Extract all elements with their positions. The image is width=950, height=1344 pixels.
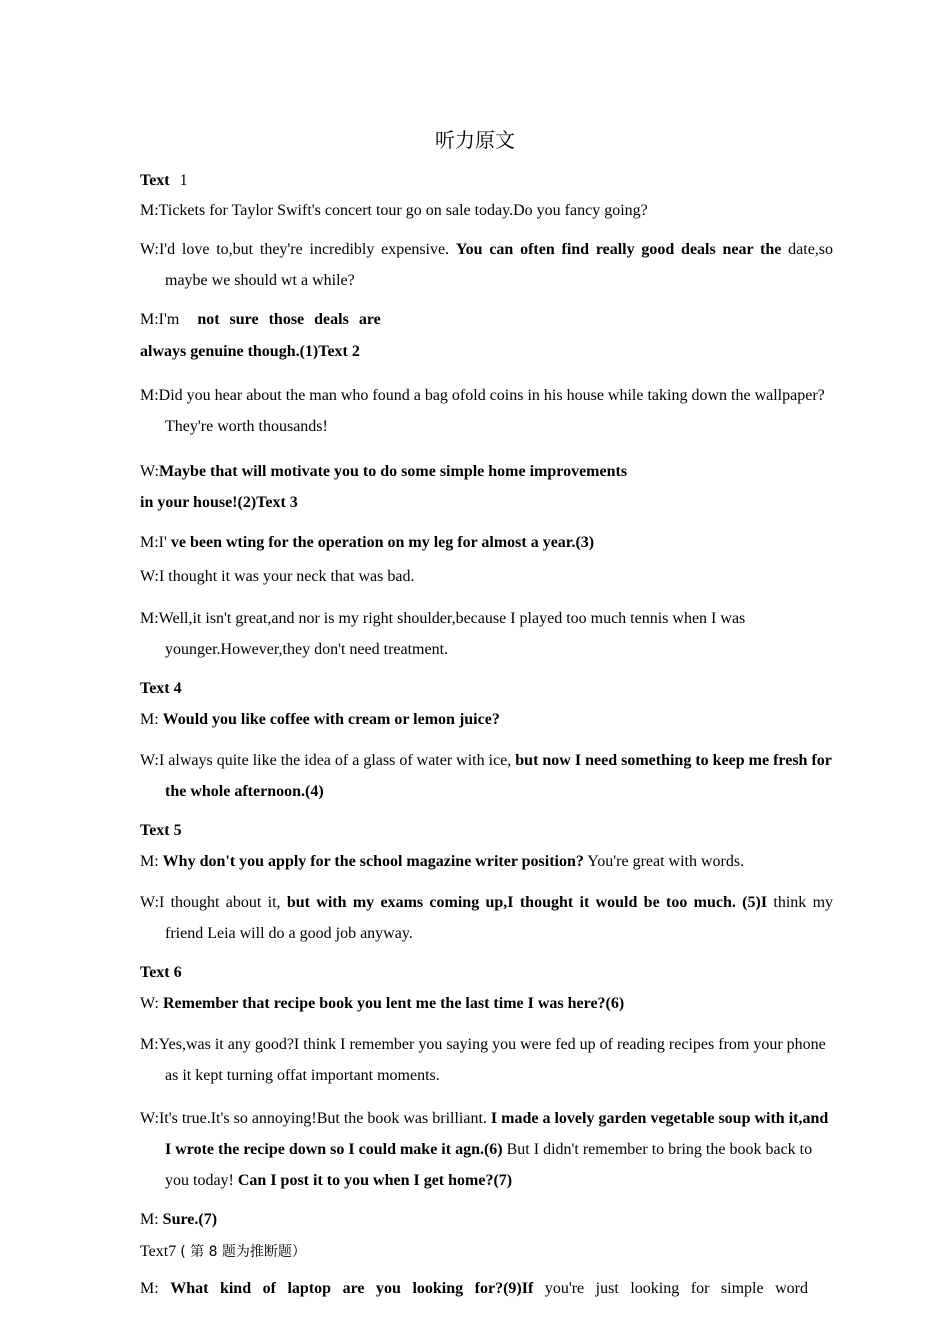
- dialogue-line: W:I always quite like the idea of a glass of water with ice, but now I need something to keep me fresh for the whole afternoon.(4): [140, 752, 832, 800]
- dialogue-line: W:It's true.It's so annoying!But the book was brilliant. I made a lovely garden vegetable soup with it,and I wrote the recipe down so I could make it agn.(6) But I didn't remember to bring the book back to you today! Can I post it to you when I get home?(7): [140, 1110, 829, 1189]
- page-title: 听力原文: [435, 128, 515, 152]
- dialogue-line: M:I' ve been wting for the operation on my leg for almost a year.(3): [140, 534, 595, 551]
- dialogue-line: in your house!(2)Text 3: [140, 494, 298, 511]
- section-heading-text-4: Text 4: [140, 680, 182, 697]
- dialogue-line: M: What kind of laptop are you looking for?(9)If you're just looking for simple word: [140, 1280, 809, 1297]
- dialogue-line: W:I thought about it, but with my exams coming up,I thought it would be too much. (5)I think my friend Leia will do a good job anyway.: [140, 894, 834, 942]
- dialogue-line: M: Sure.(7): [140, 1211, 218, 1228]
- dialogue-line: M: Why don't you apply for the school magazine writer position? You're great with words.: [140, 853, 745, 870]
- dialogue-line: W:Maybe that will motivate you to do some simple home improvements: [140, 463, 628, 480]
- dialogue-line: M:Did you hear about the man who found a bag ofold coins in his house while taking down the wallpaper?They're worth thousands!: [140, 387, 825, 435]
- dialogue-line: M:Tickets for Taylor Swift's concert tour go on sale today.Do you fancy going?: [140, 202, 648, 219]
- section-heading-text-5: Text 5: [140, 822, 182, 839]
- dialogue-line: M: Would you like coffee with cream or lemon juice?: [140, 711, 500, 728]
- dialogue-line: W:I thought it was your neck that was bad.: [140, 568, 415, 585]
- section-heading-text-1: Text 1: [140, 172, 188, 189]
- section-heading-text-7: Text7 ( 第 8 题为推断题）: [140, 1243, 306, 1260]
- dialogue-line: W: Remember that recipe book you lent me the last time I was here?(6): [140, 995, 625, 1012]
- dialogue-line: M:Well,it isn't great,and nor is my right shoulder,because I played too much tennis when I was younger.However,they don't need treatment.: [140, 610, 746, 658]
- section-heading-text-6: Text 6: [140, 964, 182, 981]
- dialogue-line: M:Yes,was it any good?I think I remember you saying you were fed up of reading recipes from your phone as it kept turning offat important moments.: [140, 1036, 826, 1084]
- dialogue-line: always genuine though.(1)Text 2: [140, 343, 360, 360]
- dialogue-line: W:I'd love to,but they're incredibly expensive. You can often find really good deals near the date,so maybe we should wt a while?: [140, 241, 834, 289]
- dialogue-line: M:I'm not sure those deals are: [140, 311, 381, 328]
